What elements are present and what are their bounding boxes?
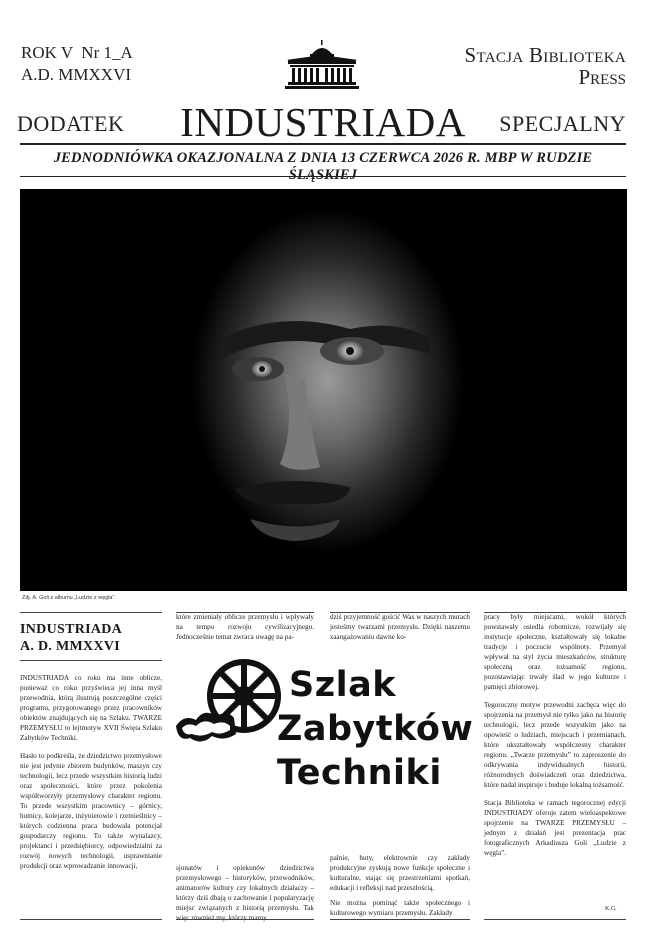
article-column-4 xyxy=(484,612,626,858)
publisher-press: Press xyxy=(578,65,626,89)
newspaper-title: INDUSTRIADA xyxy=(180,99,466,145)
article-heading xyxy=(20,621,162,655)
article-paragraph: Tegoroczny motyw przewodni zachęca więc do spojrzenia na przemysł nie tylko jako na historię technologii, lecz przede wszystkim jako na opowieść o ludziach, miejscach i przemianach, które ukształtowały współczesny charakter regionu. „Twarze przemysłu” to zaproszenie do odkrywania indywidualnych historii, różnorodnych doświadczeń oraz dziedzictwa, które nadal inspiruje i buduje lokalną tożsamość. xyxy=(484,701,626,789)
article-paragraph: INDUSTRIADA co roku ma inne oblicze, ponieważ co roku przyświeca jej inna myśl przewodnia, którą ilustrują poszczególne części programu, przygotowanego przez pracowników obiektów znajdujących się na Szlaku. TWARZE PRZEMYSŁU to lejtmotyw XVII Święta Szlaku Zabytków Techniki. xyxy=(20,674,162,742)
column-rule xyxy=(20,919,162,920)
article-column-1 xyxy=(20,673,162,871)
article-paragraph: Nie można pominąć także społecznego i kulturowego wymiaru przemysłu. Zakłady xyxy=(330,899,470,917)
article-paragraph: które zmieniały oblicze przemysłu i wpływały na tempo rozwoju cywilizacyjnego. Jednocześnie temat zwraca uwagę na pa- xyxy=(176,613,314,641)
trail-logo-line1: Szlak xyxy=(289,665,396,705)
column-rule xyxy=(20,660,162,661)
article-paragraph: pracy były miejscami, wokół których powstawały osiedla robotnicze, rozwijały się instytucje społeczne, kształtowały się lokalne tradycje i poczucie wspólnoty. Przemysł wpływał na styl życia mieszkańców, strukturę społeczną oraz tożsamość regionu, pozostawiając trwały ślad w jego kulturze i pamięci zbiorowej. xyxy=(484,613,626,691)
edition-subtitle: JEDNODNIÓWKA OKAZJONALNA Z DNIA 13 CZERWCA 2026 R. MBP W RUDZIE ŚLĄSKIEJ xyxy=(53,150,593,183)
publisher-name: Stacja Biblioteka xyxy=(464,43,626,67)
column-rule xyxy=(330,919,470,920)
special-tag: SPECJALNY xyxy=(499,111,626,136)
article-column-3-top xyxy=(330,612,470,642)
article-heading-line2: A. D. MMXXVI xyxy=(20,639,121,654)
article-paragraph: sjonatów i opiekunów dziedzictwa przemysłowego – historyków, przewodników, animatorów kultury czy lokalnych działaczy – którzy dziś dbają o zachowanie i popularyzację miejsc związanych z historią przemysłu. Tak więc również my, którzy mamy xyxy=(176,864,314,922)
supplement-tag: DODATEK xyxy=(17,111,125,136)
masthead-rule-top xyxy=(20,143,626,145)
article-paragraph: Hasło to podkreśla, że dziedzictwo przemysłowe nie jest jedynie zbiorem budynków, maszyn czy technologii, lecz przede wszystkim historią ludzi oraz społeczności, które przez pokolenia współtworzyły przemysłowy charakter regionu. To przede wszystkim pracownicy – górnicy, hutnicy, kolejarze, inżynierowie i rzemieślnicy – których codzienna praca budowała potencjał gospodarczy regionu. To także wynalazcy, projektanci i przedsiębiorcy, odpowiedzialni za rozwój nowych technologii, usprawnianie produkcji oraz wprowadzanie innowacji, xyxy=(20,752,162,870)
article-paragraph: palnie, huty, elektrownie czy zakłady produkcyjne zyskują nowe funkcje społeczne i kulturalne, stając się przestrzeniami spotkań, edukacji i refleksji nad przeszłością. xyxy=(330,854,470,892)
article-paragraph: dziś przyjemność gościć Was w naszych murach jesteśmy twarzami przemysłu. Dzięki naszemu zaangażowaniu dawne ko- xyxy=(330,613,470,641)
trail-logo-line3: Techniki xyxy=(277,753,442,793)
article-column-2-top xyxy=(176,612,314,642)
column-rule xyxy=(176,919,314,920)
library-building-icon xyxy=(284,40,360,90)
steam-wheel-icon xyxy=(176,656,286,756)
masthead-rule-bottom xyxy=(20,176,626,177)
date-roman: A.D. MMXXVI xyxy=(21,65,132,84)
photo-caption: Zdj. A. Goli z albumu „Ludzie z węgla”. xyxy=(22,595,116,601)
trail-logo xyxy=(176,652,474,814)
column-rule xyxy=(20,612,162,613)
volume-number: ROK V Nr 1_A xyxy=(21,43,133,62)
article-column-2-bottom xyxy=(176,863,314,923)
author-signature: K.G. xyxy=(605,906,617,912)
column-rule xyxy=(484,919,626,920)
article-paragraph: Stacja Biblioteka w ramach tegorocznej edycji INDUSTRIADY oferuje zatem wieloaspektowe spojrzenie na TWARZE PRZEMYSŁU – jednym z działań jest prezentacja prac fotograficznych Arkadiusza Goli „Ludzie z węgla”. xyxy=(484,799,626,857)
miner-portrait-photo xyxy=(20,189,627,591)
trail-logo-line2: Zabytków xyxy=(277,709,474,749)
article-heading-line1: INDUSTRIADA xyxy=(20,622,123,637)
article-column-3-bottom xyxy=(330,853,470,918)
